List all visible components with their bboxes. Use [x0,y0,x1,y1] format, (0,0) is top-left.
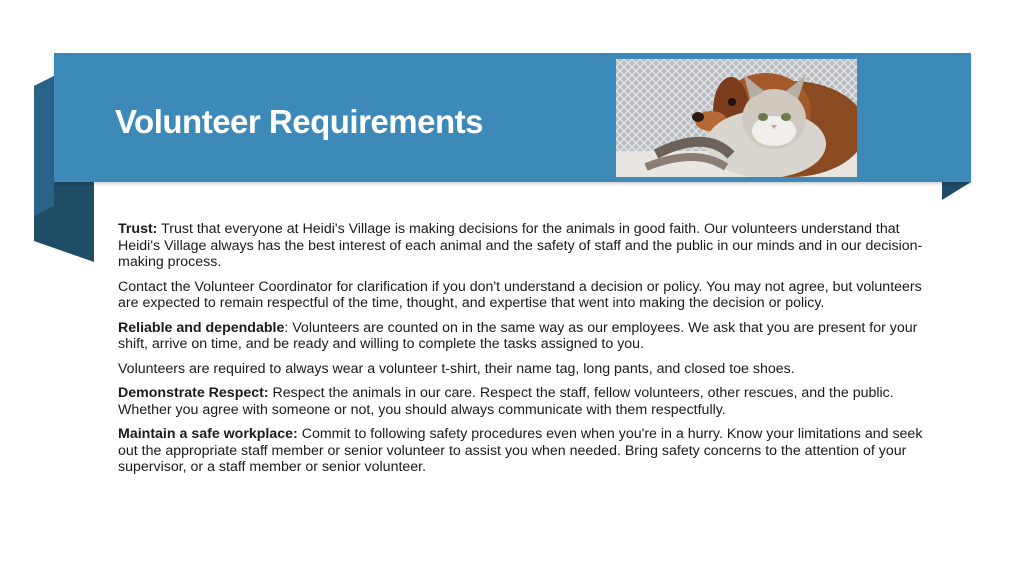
paragraph-safe-workplace [118,426,924,476]
requirements-body [118,221,924,484]
label-safe-workplace: Maintain a safe workplace: [118,426,298,442]
label-trust: Trust: [118,221,158,237]
text-reliable: : Volunteers are counted on in the same way as our employees. We ask that you are present for your shift, arrive on time, and be ready and willing to complete the tasks assigned to you. [118,319,918,352]
paragraph-reliable [118,320,924,353]
paragraph-trust [118,221,924,271]
text-safe-workplace: Commit to following safety procedures even when you're in a hurry. Know your limitations and seek out the appropriate staff member or senior volunteer to assist you when needed. Bring safety concerns to the attention of your supervisor, or a staff member or senior volunteer. [118,426,923,475]
text-trust: Trust that everyone at Heidi's Village is making decisions for the animals in good faith. Our volunteers understand that Heidi's Village always has the best interest of each animal and the safety of staff and the public in our minds and in our decision-making process. [118,221,923,270]
photo-dog-and-cat [616,59,857,177]
paragraph-respect [118,385,924,418]
page-title: Volunteer Requirements [115,103,483,140]
label-reliable: Reliable and dependable [118,319,285,336]
label-respect: Demonstrate Respect: [118,385,269,401]
text-respect: Respect the animals in our care. Respect the staff, fellow volunteers, other rescues, and the public. Whether you agree with someone or not, you should always communicate with them respectfully. [118,385,894,418]
paragraph-contact-coordinator [118,279,924,312]
paragraph-dress-code [118,361,924,378]
text-dress-code: Volunteers are required to always wear a volunteer t-shirt, their name tag, long pants, and closed toe shoes. [118,360,795,377]
ribbon-fold-right [942,182,971,200]
text-contact-coordinator: Contact the Volunteer Coordinator for clarification if you don't understand a decision or policy. You may not agree, but volunteers are expected to remain respectful of the time, thought, and expertise that went into making the decision or policy. [118,278,922,311]
